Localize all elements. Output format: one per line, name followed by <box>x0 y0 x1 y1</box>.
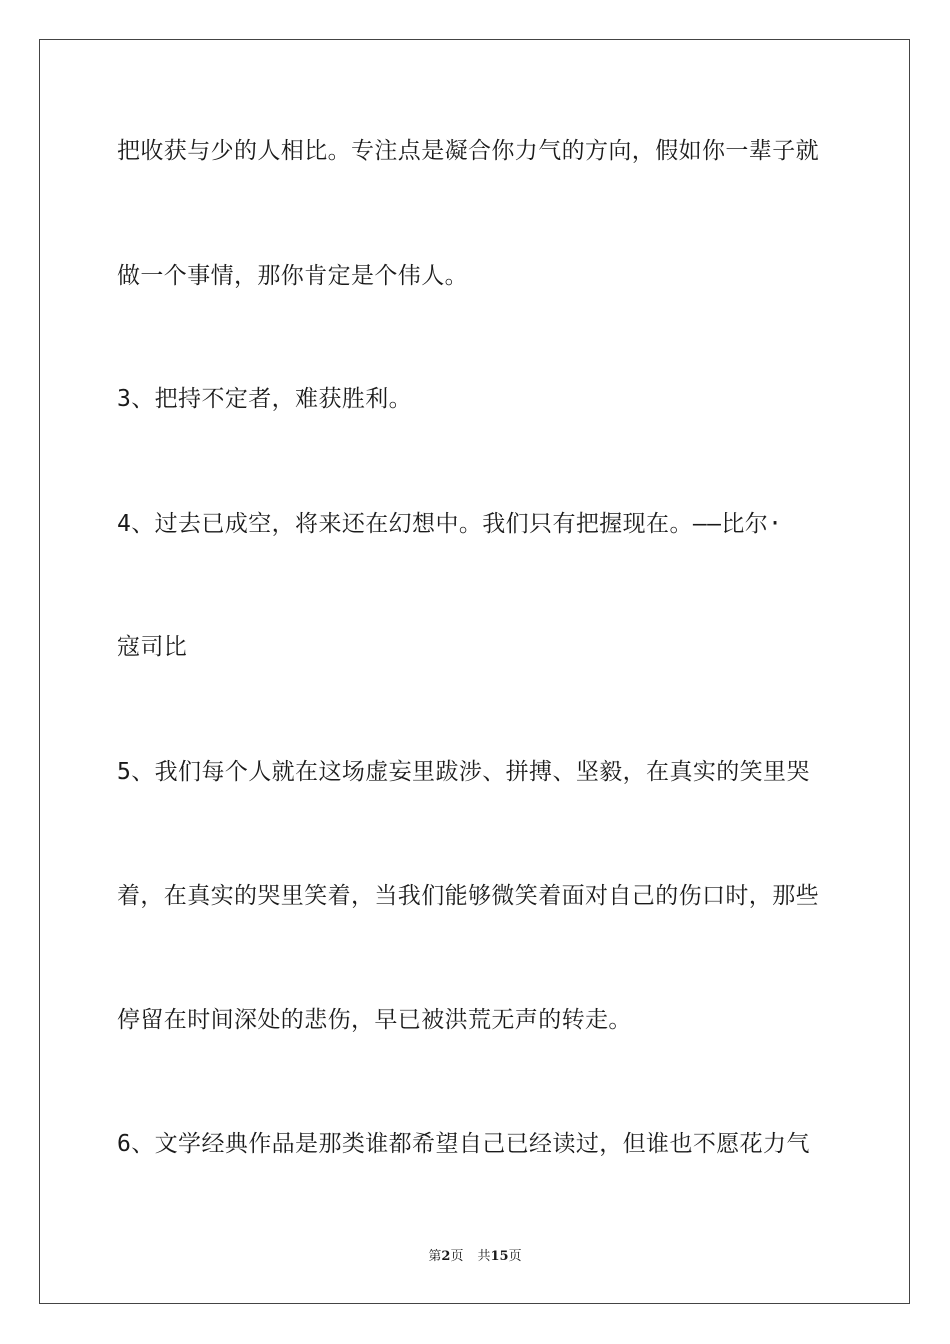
page-indicator <box>428 1249 463 1264</box>
paragraph-line: 停留在时间深处的悲伤，早已被洪荒无声的转走。 <box>117 1007 632 1033</box>
paragraph-line: 6、文学经典作品是那类谁都希望自己已经读过，但谁也不愿花力气 <box>117 1131 810 1157</box>
paragraph-line: 3、把持不定者，难获胜利。 <box>117 386 413 412</box>
page-suffix: 页 <box>450 1249 464 1264</box>
page-border <box>39 39 910 1304</box>
paragraph-line: 把收获与少的人相比。专注点是凝合你力气的方向，假如你一辈子就 <box>117 138 819 164</box>
paragraph-line: 做一个事情，那你肯定是个伟人。 <box>117 263 468 289</box>
total-suffix: 页 <box>508 1249 522 1264</box>
total-prefix: 共 <box>477 1249 491 1264</box>
page-footer <box>0 1249 950 1265</box>
total-pages: 15 <box>490 1249 509 1264</box>
paragraph-line: 4、过去已成空，将来还在幻想中。我们只有把握现在。——比尔· <box>117 511 783 537</box>
page-number: 2 <box>441 1249 451 1264</box>
page-prefix: 第 <box>428 1249 442 1264</box>
paragraph-line: 着，在真实的哭里笑着，当我们能够微笑着面对自己的伤口时，那些 <box>117 883 819 909</box>
paragraph-line: 寇司比 <box>117 634 188 660</box>
total-indicator <box>477 1249 521 1264</box>
paragraph-line: 5、我们每个人就在这场虚妄里跋涉、拼搏、坚毅，在真实的笑里哭 <box>117 759 810 785</box>
